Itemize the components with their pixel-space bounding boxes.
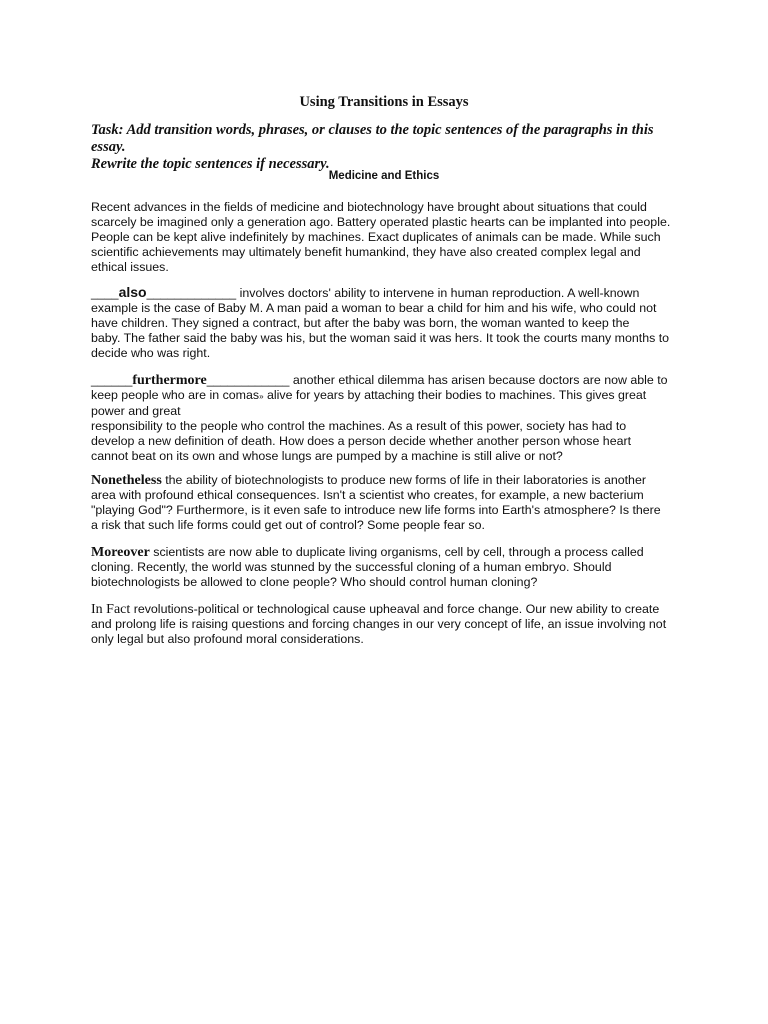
blank-line: _____________	[146, 286, 237, 300]
task-line: Task: Add transition words, phrases, or clauses to the topic sentences of the paragraphs in this essay.	[91, 122, 654, 155]
paragraph-life-support	[91, 373, 691, 465]
blank-line: ____________	[206, 373, 290, 387]
stray-mark: »	[259, 392, 264, 402]
paragraph-conclusion	[91, 602, 691, 647]
sentence-text: revolutions-political or technological cause upheaval and force change. Our new ability to create	[130, 602, 660, 616]
sentence-text: scientists are now able to duplicate living organisms, cell by cell, through a process called	[149, 545, 644, 559]
paragraph-reproduction	[91, 285, 691, 361]
paragraph-line: baby. The father said the baby was his, but the woman said it was hers. It took the courts many months to	[91, 331, 670, 346]
paragraph-line: area with profound ethical consequences. Isn't a scientist who creates, for example, a new bacterium	[91, 488, 644, 503]
paragraph-first-line	[91, 545, 691, 560]
document-title: Using Transitions in Essays	[299, 94, 469, 110]
blank-line: ____	[91, 286, 119, 300]
paragraph-line: a risk that such life forms could get out of control? Some people fear so.	[91, 518, 485, 533]
transition-word: In Fact	[91, 602, 131, 617]
paragraph-line: decide who was right.	[91, 346, 211, 361]
sentence-text: another ethical dilemma has arisen because doctors are now able to	[289, 373, 668, 387]
paragraph-line: cloning. Recently, the world was stunned by the successful cloning of a human embryo. Should	[91, 560, 612, 575]
sentence-text: involves doctors' ability to intervene in human reproduction. A well-known	[236, 286, 640, 300]
sentence-text: keep people who are in comas	[91, 388, 260, 403]
paragraph-first-line	[91, 602, 691, 617]
paragraph-line: have children. They signed a contract, but after the baby was born, the woman wanted to keep the	[91, 316, 630, 331]
paragraph-new-life-forms	[91, 473, 691, 533]
paragraph-line: Recent advances in the fields of medicine and biotechnology have brought about situations that could	[91, 200, 647, 214]
task-instructions	[91, 122, 691, 173]
transition-word: also	[118, 284, 147, 300]
sentence-text: alive for years by attaching their bodies to machines. This gives great	[263, 388, 647, 403]
paragraph-line: ethical issues.	[91, 260, 169, 275]
paragraph-line: biotechnologists be allowed to clone people? Who should control human cloning?	[91, 575, 538, 590]
paragraph-line: scientific achievements may ultimately benefit humankind, they have also created complex legal and	[91, 245, 641, 260]
paragraph-line	[91, 388, 691, 404]
transition-word: furthermore	[132, 373, 207, 388]
paragraph-line: "playing God"? Furthermore, is it even safe to introduce new life forms into Earth's atmosphere? Is there	[91, 503, 661, 518]
blank-line: ______	[91, 373, 133, 387]
paragraph-line: example is the case of Baby M. A man paid a woman to bear a child for him and his wife, who could not	[91, 301, 657, 316]
paragraph-line: and prolong life is raising questions and forcing changes in our very concept of life, an issue involving not	[91, 617, 667, 632]
paragraph-first-line	[91, 285, 691, 301]
paragraph-cloning	[91, 545, 691, 590]
paragraph-line: develop a new definition of death. How does a person decide whether another person whose heart	[91, 434, 632, 449]
sentence-text: the ability of biotechnologists to produce new forms of life in their laboratories is another	[161, 473, 646, 487]
essay-title: Medicine and Ethics	[328, 170, 440, 182]
transition-word: Nonetheless	[91, 473, 162, 488]
paragraph-line: responsibility to the people who control the machines. As a result of this power, society has had to	[91, 419, 627, 434]
paragraph-line: People can be kept alive indefinitely by machines. Exact duplicates of animals can be made. While such	[91, 230, 661, 245]
paragraph-line: power and great	[91, 404, 181, 419]
paragraph-line: scarcely be imagined only a generation ago. Battery operated plastic hearts can be implanted into people.	[91, 215, 671, 230]
paragraph-line: only legal but also profound moral considerations.	[91, 632, 364, 647]
task-line: Rewrite the topic sentences if necessary.	[91, 156, 330, 172]
paragraph-line: cannot beat on its own and whose lungs are pumped by a machine is still alive or not?	[91, 449, 563, 464]
transition-word: Moreover	[91, 545, 150, 560]
paragraph-introduction	[91, 200, 691, 275]
paragraph-first-line	[91, 373, 691, 388]
paragraph-first-line	[91, 473, 691, 488]
